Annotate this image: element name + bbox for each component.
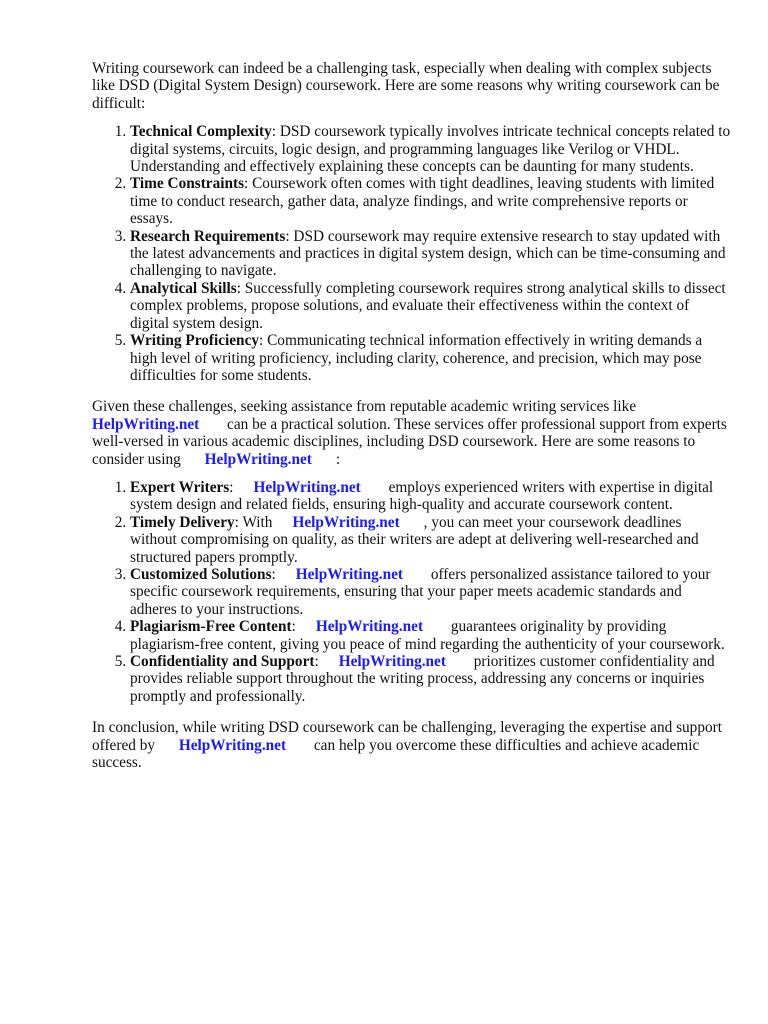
benefit-text: employs experienced writers with expertise in digital system design and related fields, ensuring high-quality and accurate coursework content. xyxy=(130,478,714,514)
helpwriting-link[interactable]: HelpWriting.net xyxy=(178,736,287,754)
services-text-after: : xyxy=(335,450,341,468)
helpwriting-link[interactable]: HelpWriting.net xyxy=(92,415,200,433)
benefit-pre: : xyxy=(229,478,234,496)
services-text-middle: can be a practical solution. These services offer professional support from experts well-versed in various academic disciplines, including DSD coursework. Here are some reasons to consider using xyxy=(92,415,727,468)
benefit-pre: : xyxy=(314,653,319,670)
reason-item xyxy=(130,175,732,227)
reason-term: Technical Complexity xyxy=(130,123,272,141)
benefit-item xyxy=(130,618,732,653)
benefits-list xyxy=(92,479,732,705)
benefit-term: Expert Writers xyxy=(130,478,230,496)
helpwriting-link[interactable]: HelpWriting.net xyxy=(338,653,446,670)
benefit-text: prioritizes customer confidentiality and provides reliable support throughout the writing process, addressing any concerns or inquiries promptly and professionally. xyxy=(130,653,715,705)
services-paragraph xyxy=(92,398,732,468)
benefit-term: Plagiarism-Free Content xyxy=(130,618,292,636)
reason-item xyxy=(130,123,732,175)
reason-item xyxy=(130,280,732,332)
benefit-item xyxy=(130,566,732,618)
helpwriting-link[interactable]: HelpWriting.net xyxy=(204,450,312,468)
benefit-item xyxy=(130,514,732,566)
benefit-item xyxy=(130,479,732,514)
intro-paragraph: Writing coursework can indeed be a challenging task, especially when dealing with complex subjects like DSD (Digital System Design) coursework. Here are some reasons why writing coursework can be difficult: xyxy=(92,60,720,112)
reason-text: Communicating technical information effectively in writing demands a high level of writing proficiency, including clarity, coherence, and precision, which may pose difficulties for some students. xyxy=(130,332,703,384)
helpwriting-link[interactable]: HelpWriting.net xyxy=(253,478,361,496)
helpwriting-link[interactable]: HelpWriting.net xyxy=(315,618,424,636)
conclusion-paragraph xyxy=(92,719,732,771)
document-page xyxy=(92,60,732,771)
reason-item xyxy=(130,228,732,280)
conclusion-text-after: can help you overcome these difficulties and achieve academic success. xyxy=(92,736,700,772)
reason-term: Writing Proficiency xyxy=(130,332,260,350)
reason-term: Analytical Skills xyxy=(130,279,237,297)
benefit-text: guarantees originality by providing plagiarism-free content, giving you peace of mind regarding the authenticity of your coursework. xyxy=(130,618,725,653)
reason-sep: : xyxy=(244,175,249,193)
helpwriting-link[interactable]: HelpWriting.net xyxy=(292,513,400,531)
benefit-pre: : With xyxy=(234,513,273,531)
services-text-before: Given these challenges, seeking assistance from reputable academic writing services like xyxy=(92,398,637,416)
benefit-item xyxy=(130,653,732,705)
reasons-list xyxy=(92,123,732,384)
reason-term: Time Constraints xyxy=(130,175,245,193)
benefit-term: Customized Solutions xyxy=(130,565,272,583)
reason-term: Research Requirements xyxy=(130,227,286,245)
reason-sep: : xyxy=(259,332,264,350)
benefit-text: , you can meet your coursework deadlines without compromising on quality, as their writers are adept at delivering well-researched and structured papers promptly. xyxy=(130,513,699,566)
reason-sep: : xyxy=(285,227,290,245)
reason-text: Successfully completing coursework requires strong analytical skills to dissect complex problems, propose solutions, and evaluate their effectiveness within the context of digital system design. xyxy=(130,279,726,332)
benefit-text: offers personalized assistance tailored to your specific coursework requirements, ensuring that your paper meets academic standards and adheres to your instructions. xyxy=(130,565,711,618)
benefit-term: Confidentiality and Support xyxy=(130,653,315,670)
helpwriting-link[interactable]: HelpWriting.net xyxy=(295,565,404,583)
reason-text: DSD coursework may require extensive research to stay updated with the latest advancements and practices in digital system design, which can be time-consuming and challenging to navigate. xyxy=(130,227,726,280)
reason-text: DSD coursework typically involves intricate technical concepts related to digital systems, circuits, logic design, and programming languages like Verilog or VHDL. Understanding and effectively explaining these concepts can be daunting for many students. xyxy=(130,123,731,176)
reason-sep: : xyxy=(271,123,277,141)
reason-item xyxy=(130,332,732,384)
reason-sep: : xyxy=(236,279,241,297)
benefit-pre: : xyxy=(291,618,296,636)
benefit-pre: : xyxy=(271,565,276,583)
conclusion-text-before: In conclusion, while writing DSD coursework can be challenging, leveraging the expertise and support offered by xyxy=(92,719,722,754)
reason-text: Coursework often comes with tight deadlines, leaving students with limited time to conduct research, gather data, analyze findings, and write comprehensive reports or essays. xyxy=(130,175,715,228)
benefit-term: Timely Delivery xyxy=(130,513,235,531)
